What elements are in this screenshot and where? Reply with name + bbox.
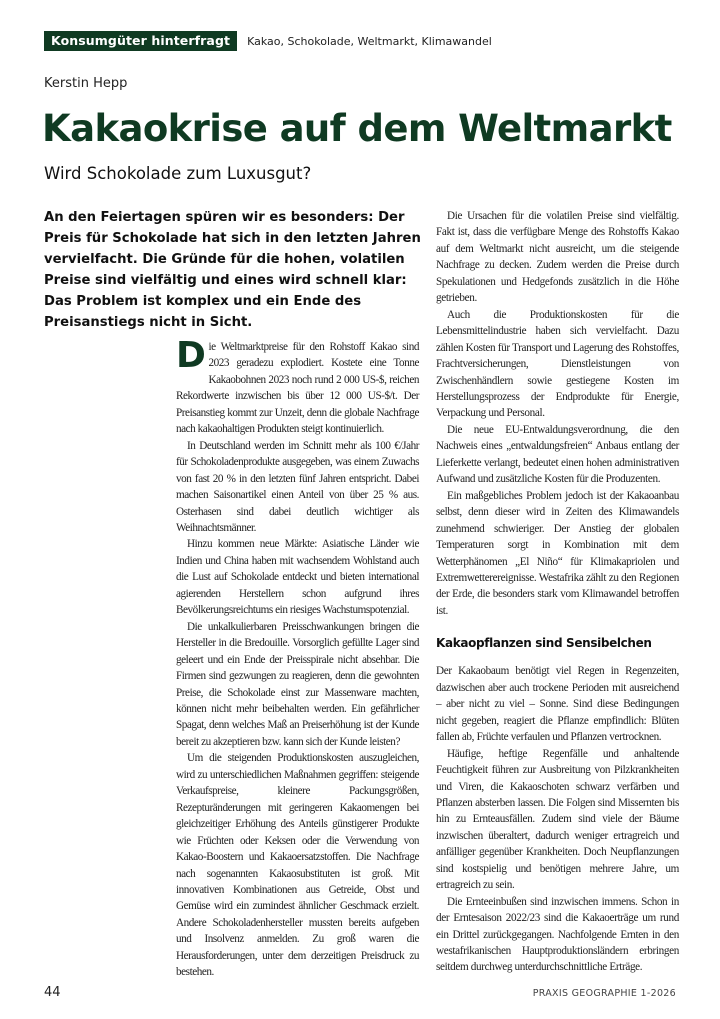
paragraph: Die Ursachen für die volatilen Preise sind vielfältig. Fakt ist, dass die verfügbare Menge des Rohstoffs Kakao auf dem Weltmarkt nicht ausreicht, um die steigende Nachfrage zu decken. Zudem werden die Preise durch Spekulationen und Hedgefonds zusätzlich in die Höhe getrieben. <box>436 210 679 305</box>
paragraph: Um die steigenden Produktionskosten auszugleichen, wird zu unterschiedlichen Maßnahmen gegriffen: steigende Verkaufspreise, kleinere Packungsgrößen, Rezepturänderungen mit geringeren Kakaomengen bei gleichzeitiger Erhöhung des Anteils günstigerer Produkte wie Früchten oder Keksen oder die Verwendung von Kakao-Boostern und Kakaoersatzstoffen. Die Nachfrage nach sogenannten Kakaosubstituten ist groß. Mit innovativen Kombinationen aus Getreide, Obst und Gemüse wird ein zumindest ähnlicher Geschmack erzielt. Andere Schokoladenhersteller mussten bereits aufgeben und Insolvenz anmelden. Zu groß waren die Herausforderungen, unter dem derzeitigen Preisdruck zu bestehen. <box>176 752 419 979</box>
keywords: Kakao, Schokolade, Weltmarkt, Klimawandel <box>247 34 492 48</box>
page-number: 44 <box>44 985 61 1000</box>
paragraph: Ein maßgebliches Problem jedoch ist der Kakaoanbau selbst, denn dieser wird in Zeiten des Klimawandels zunehmend schwieriger. Der Anstieg der globalen Temperaturen sorgt in Kombination mit dem Wetterphänomen „El Niño“ für Klimakapriolen und Extremwetterereignisse. Westafrika zählt zu den Regionen der Erde, die besonders stark vom Klimawandel betroffen ist. <box>436 489 679 617</box>
author: Kerstin Hepp <box>44 76 128 91</box>
paragraph: In Deutschland werden im Schnitt mehr als 100 €/Jahr für Schokoladenprodukte ausgegeben, was einem Zuwachs von fast 20 % in den letzten fünf Jahren entspricht. Dabei machen Saisonartikel einen Anteil von über 25 % aus. Osterhasen sind dabei deutlich wichtiger als Weihnachtsmänner. <box>176 439 419 534</box>
paragraph: Die unkalkulierbaren Preisschwankungen bringen die Hersteller in die Bredouille. Vorsorglich gefüllte Lager sind geleert und ein Ende der Preisspirale nicht absehbar. Die Firmen sind gezwungen zu reagieren, denn die gewohnten Preise, die Schokolade einst zur Massenware machten, können nicht mehr beibehalten werden. Ein gefährlicher Spagat, denn welches Maß an Preiserhöhung ist der Kunde bereit zu akzeptieren bzw. kann sich der Kunde leisten? <box>176 620 419 748</box>
journal-name: PRAXIS GEOGRAPHIE 1-2026 <box>532 988 676 999</box>
header-bar <box>44 31 492 51</box>
rubric-label: Konsumgüter hinterfragt <box>44 31 237 51</box>
lead-paragraph: An den Feiertagen spüren wir es besonders: Der Preis für Schokolade hat sich in den letzten Jahren vervielfacht. Die Gründe für die hohen, volatilen Preise sind vielfältig und eines wird schnell klar: Das Problem ist komplex und ein Ende des Preisanstiegs nicht in Sicht. <box>44 210 421 330</box>
paragraph-text: ie Weltmarktpreise für den Rohstoff Kakao sind 2023 geradezu explodiert. Kostete eine Tonne Kakaobohnen 2023 noch rund 2 000 US-$, reichen Rekordwerte inzwischen bis über 12 000 US-$/t. Der Preisanstieg kommt zur Unzeit, denn die globale Nachfrage nach kakaohaltigen Produkten steigt kontinuierlich. <box>176 341 419 436</box>
paragraph: Hinzu kommen neue Märkte: Asiatische Länder wie Indien und China haben mit wachsendem Wohlstand auch die Lust auf Schokolade entdeckt und bieten international agierenden Herstellern schon aufgrund ihres Bevölkerungsreichtums ein riesiges Wachstumspotenzial. <box>176 538 419 617</box>
paragraph: Die Ernteeinbußen sind inzwischen immens. Schon in der Erntesaison 2022/23 sind die Kakaoerträge um rund ein Drittel zurückgegangen. Nachfolgende Ernten in den westafrikanischen Hauptproduktionsländern erbringen seitdem durchweg unterdurchschnittliche Erträge. <box>436 895 679 974</box>
paragraph: Der Kakaobaum benötigt viel Regen in Regenzeiten, dazwischen aber auch trockene Perioden mit ausreichend – aber nicht zu viel – Sonne. Sind diese Bedingungen nicht gegeben, reagiert die Pflanze empfindlich: Blüten fallen ab, Früchte verfaulen und Pflanzen vertrocknen. <box>436 665 679 744</box>
article-title: Kakaokrise auf dem Weltmarkt <box>42 107 672 150</box>
section-heading: Kakaopflanzen sind Sensibelchen <box>436 636 652 651</box>
text-column-1 <box>176 335 419 981</box>
article-subtitle: Wird Schokolade zum Luxusgut? <box>44 164 312 183</box>
paragraph: Häufige, heftige Regenfälle und anhaltende Feuchtigkeit führen zur Ausbreitung von Pilzkrankheiten und Viren, die Kakaoschoten schwarz verfärben und Pflanzen absterben lassen. Die Folgen sind Missernten bis hin zu Ernteausfällen. Zudem sind viele der Bäume inzwischen überaltert, dadurch weniger ertragreich und anfälliger gegenüber Krankheiten. Doch Neupflanzungen sind kostspielig und benötigen mehrere Jahre, um ertragreich zu sein. <box>436 747 679 892</box>
text-column-2 <box>436 208 679 976</box>
paragraph <box>176 335 419 438</box>
paragraph: Auch die Produktionskosten für die Lebensmittelindustrie haben sich vervielfacht. Dazu zählen Kosten für Transport und Lagerung des Rohstoffes, Frachtversicherungen, Dienstleistungen von Zwischenhändlern sowie gestiegene Kosten im Herstellungsprozess der Endprodukte für Energie, Verpackung und Personal. <box>436 308 679 420</box>
paragraph: Die neue EU-Entwaldungsverordnung, die den Nachweis eines „entwaldungsfreien“ Anbaus entlang der Lieferkette verlangt, bedeutet einen hohen administrativen Aufwand und zusätzliche Kosten für die Produzenten. <box>436 423 679 486</box>
drop-cap: D <box>176 335 206 376</box>
